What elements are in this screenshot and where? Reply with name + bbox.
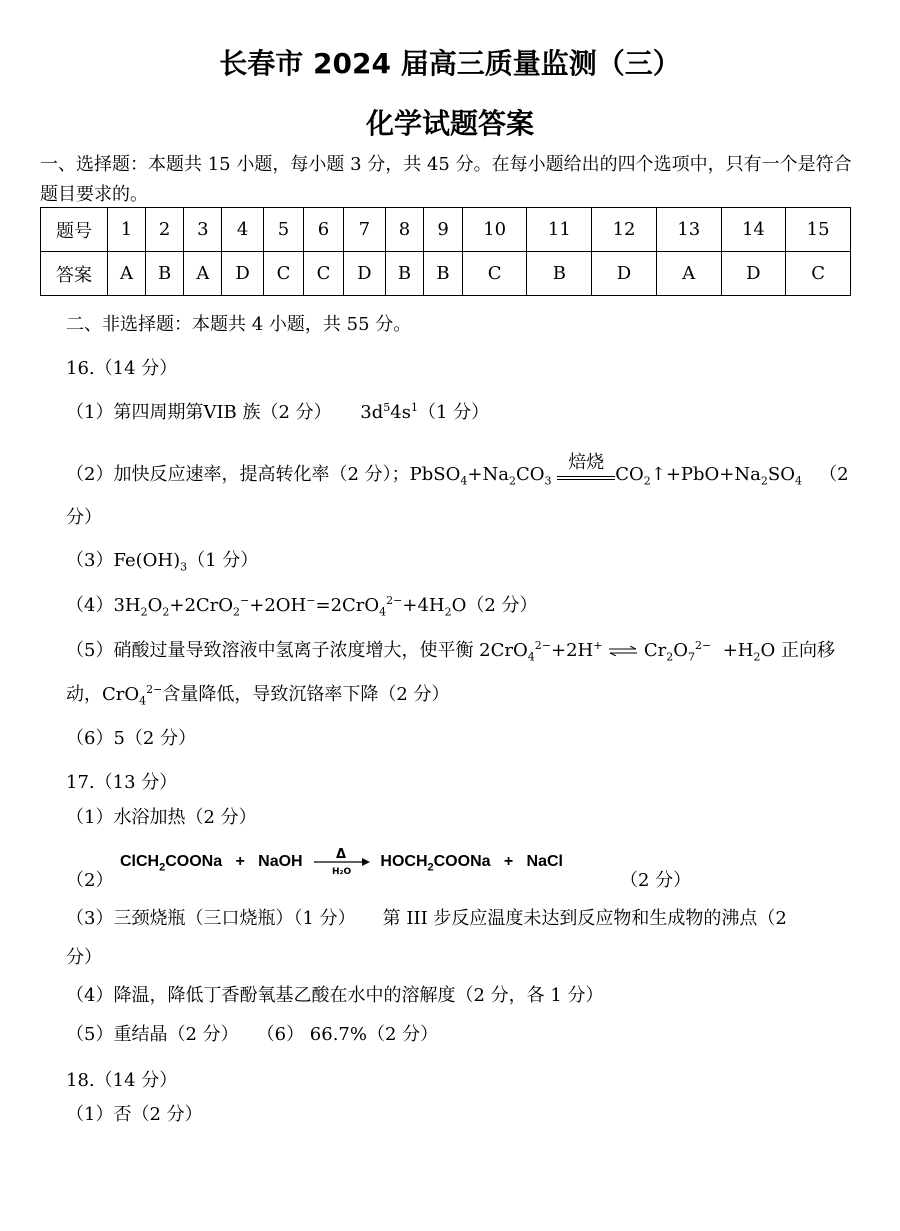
answer-cell: A <box>108 252 146 296</box>
q16-part4: $(4)3H_2O_2+2CrO_2^-+2OH^-=2CrO_4^{2-}+4H_2O(2$ 分） <box>66 594 538 619</box>
answer-cell: D <box>344 252 386 296</box>
answer-cell: C <box>462 252 527 296</box>
question-number-cell: 11 <box>527 208 592 252</box>
q16-part2-cont: 分） <box>66 507 102 528</box>
q16-part3: $(3)Fe(OH)_3(1$ 分） <box>66 550 259 574</box>
q16-part2-products: $CO_2↑+PbO+Na_2SO_4$ <box>615 464 802 488</box>
q16-part1-score: （1 分） <box>417 402 490 423</box>
equilibrium-arrow-icon <box>608 646 638 656</box>
answer-cell: C <box>786 252 851 296</box>
q17-part2-label: （2） <box>66 870 114 891</box>
q16-part1-config: $3d^54s^1$ <box>360 401 418 423</box>
answer-cell: D <box>222 252 264 296</box>
question-number-cell: 4 <box>222 208 264 252</box>
page-subtitle: 化学试题答案 <box>365 107 534 140</box>
answer-cell: B <box>385 252 424 296</box>
question-number-cell: 9 <box>424 208 463 252</box>
section1-intro: 一、选择题：本题共 15 小题，每小题 3 分，共 45 分。在每小题给出的四个选项中，只有一个是符合题目要求的。 <box>40 154 852 205</box>
q17-part4: （4）降温，降低丁香酚氧基乙酸在水中的溶解度（2 分，各 1 分） <box>66 985 604 1006</box>
answer-row <box>41 252 851 296</box>
q16-part2: （2）加快反应速率，提高转化率（2 分）；$PbSO_4+Na_2CO_3$ 焙烧 $CO_2↑+PbO+Na_2SO_4$ （2 <box>66 460 849 488</box>
q17-part3-cont: 分） <box>66 947 102 968</box>
question-number-row <box>41 208 851 252</box>
q18-part1: （1）否（2 分） <box>66 1104 203 1125</box>
q17-part3: （3）三颈烧瓶（三口烧瓶）（1 分） 第 III 步反应温度未达到反应物和生成物的沸点（2 <box>66 908 787 929</box>
answer-cell: A <box>184 252 222 296</box>
question-number-cell: 10 <box>462 208 527 252</box>
question-number-cell: 13 <box>656 208 721 252</box>
answer-cell: C <box>264 252 304 296</box>
q16-part6: （6）5（2 分） <box>66 728 197 749</box>
q17-reaction: ClCH$_2$COONa + NaOH Δ H₂O $HOCH_2COONa$ + NaCl <box>120 848 563 876</box>
answer-cell: D <box>721 252 786 296</box>
question-number-cell: 7 <box>344 208 386 252</box>
q16-part2-text: （2）加快反应速率，提高转化率（2 分）；PbSO <box>66 464 461 485</box>
page-title: 长春市 2024 届高三质量监测（三） <box>219 47 681 80</box>
question-number-cell: 2 <box>145 208 184 252</box>
row-label-question: 题号 <box>41 208 108 252</box>
row-label-answer: 答案 <box>41 252 108 296</box>
q16-part5: （5）硝酸过量导致溶液中氢离子浓度增大，使平衡 2CrO$_4^{2-}$+2H+ $Cr_2O_7^{2-} +H_2O$ 正向移 <box>66 639 835 664</box>
q17-part1: （1）水浴加热（2 分） <box>66 807 257 828</box>
question-number-cell: 3 <box>184 208 222 252</box>
q16-heading: 16.（14 分） <box>66 358 178 379</box>
q17-heading: 17.（13 分） <box>66 772 178 793</box>
question-number-cell: 14 <box>721 208 786 252</box>
heat-arrow-icon <box>312 848 372 876</box>
q16-part5-cont: 动，CrO$_4^{2-}$含量降低，导致沉铬率下降（2 分） <box>66 683 450 708</box>
answer-cell: B <box>424 252 463 296</box>
question-number-cell: 8 <box>385 208 424 252</box>
question-number-cell: 12 <box>592 208 657 252</box>
question-number-cell: 6 <box>304 208 344 252</box>
section2-intro: 二、非选择题：本题共 4 小题，共 55 分。 <box>66 314 412 335</box>
answer-cell: D <box>592 252 657 296</box>
question-number-cell: 1 <box>108 208 146 252</box>
q17-part5-6: （5）重结晶（2 分） （6） 66.7%（2 分） <box>66 1024 439 1045</box>
svg-text:H₂O: H₂O <box>331 867 351 876</box>
q18-heading: 18.（14 分） <box>66 1070 178 1091</box>
q17-part2-score: （2 分） <box>620 870 692 891</box>
answer-cell: A <box>656 252 721 296</box>
q16-part1 <box>66 398 489 424</box>
answer-table <box>40 207 851 296</box>
q16-part2-score: （2 <box>819 464 849 485</box>
roasting-arrow <box>557 452 615 480</box>
answer-cell: C <box>304 252 344 296</box>
q16-part1-a: （1）第四周期第VIB 族（2 分） <box>66 402 332 423</box>
question-number-cell: 15 <box>786 208 851 252</box>
svg-text:Δ: Δ <box>335 848 346 862</box>
answer-cell: B <box>527 252 592 296</box>
question-number-cell: 5 <box>264 208 304 252</box>
roasting-label: 焙烧 <box>568 452 605 473</box>
answer-cell: B <box>145 252 184 296</box>
